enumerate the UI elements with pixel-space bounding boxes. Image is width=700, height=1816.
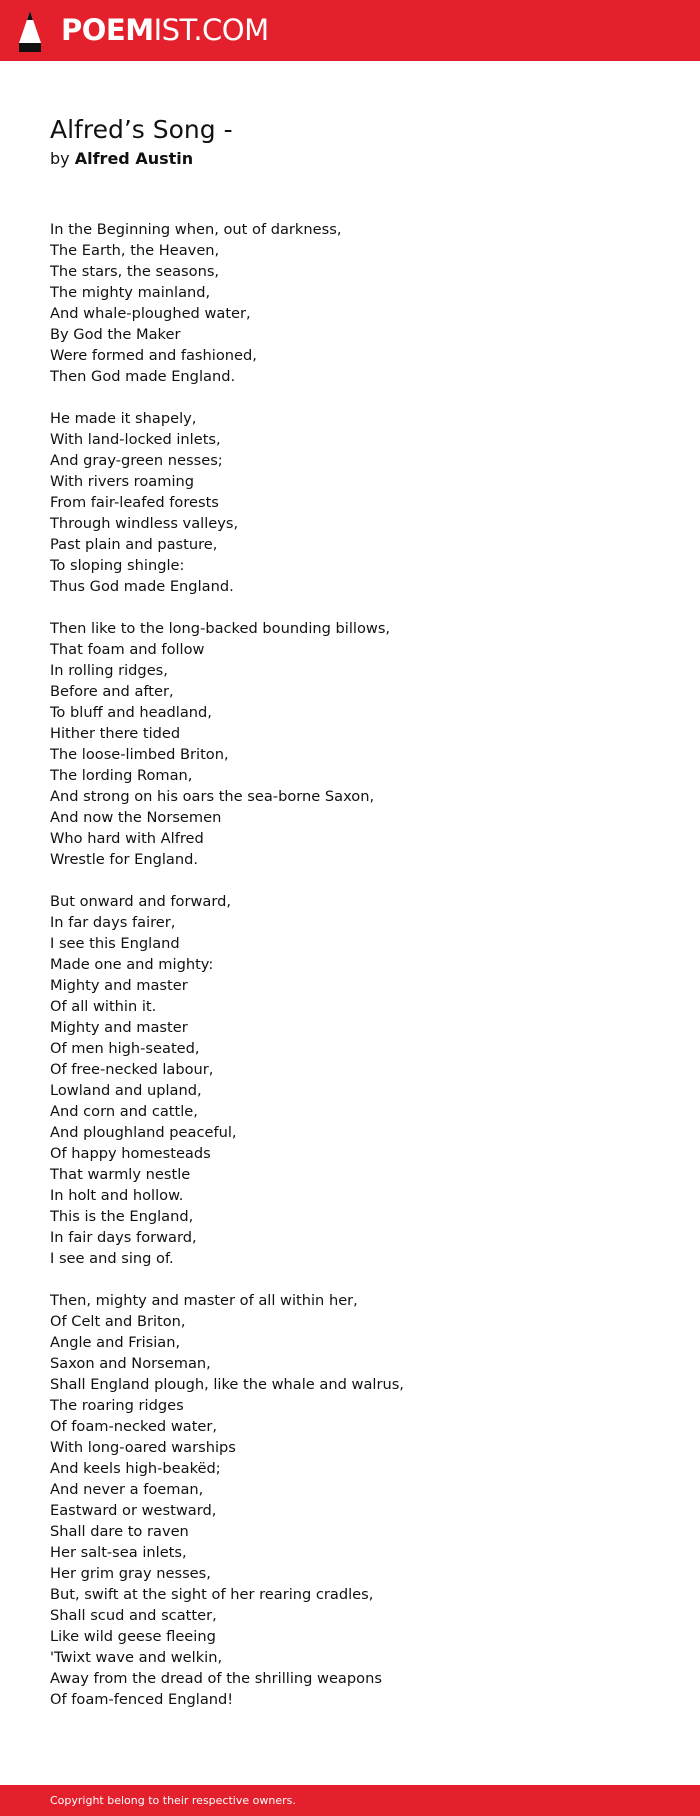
poem-line: That warmly nestle: [50, 1166, 191, 1183]
poem-line: That foam and follow: [50, 641, 205, 658]
poem-line: With land-locked inlets,: [50, 431, 221, 448]
stanza: [50, 618, 650, 870]
poem-line: Her grim gray nesses,: [50, 1565, 211, 1582]
poem-line: Through windless valleys,: [50, 515, 239, 532]
poem-line: From fair-leafed forests: [50, 494, 219, 511]
poem-line: The mighty mainland,: [50, 284, 211, 301]
poem-line: The Earth, the Heaven,: [50, 242, 220, 259]
site-header: [0, 0, 700, 61]
poem-line: In fair days forward,: [50, 1229, 197, 1246]
byline: [50, 149, 193, 169]
poem-line: Wrestle for England.: [50, 851, 199, 868]
poem-line: To bluff and headland,: [50, 704, 212, 721]
poem-line: Past plain and pasture,: [50, 536, 218, 553]
poem-line: In rolling ridges,: [50, 662, 168, 679]
poem-line: Then like to the long-backed bounding billows,: [50, 620, 391, 637]
poem-line: With long-oared warships: [50, 1439, 236, 1456]
pencil-tip-icon[interactable]: [18, 10, 42, 52]
poem-line: Then God made England.: [50, 368, 236, 385]
poem-line: I see this England: [50, 935, 180, 952]
poem-line: Of foam-fenced England!: [50, 1691, 234, 1708]
stanza: [50, 408, 650, 597]
poem-line: The loose-limbed Briton,: [50, 746, 229, 763]
logo-light-text: IST.COM: [153, 13, 269, 47]
poem-line: Like wild geese fleeing: [50, 1628, 216, 1645]
poem-line: In far days fairer,: [50, 914, 176, 931]
author-name: Alfred Austin: [74, 149, 194, 168]
poem-title: Alfred’s Song -: [50, 115, 233, 144]
poem-line: Lowland and upland,: [50, 1082, 202, 1099]
poem-line: Of free-necked labour,: [50, 1061, 214, 1078]
poem-body: [50, 219, 650, 1731]
copyright-text: Copyright belong to their respective owners.: [50, 1794, 296, 1807]
site-logo[interactable]: [61, 13, 269, 47]
poem-line: And whale-ploughed water,: [50, 305, 251, 322]
poem-line: Of happy homesteads: [50, 1145, 211, 1162]
poem-line: I see and sing of.: [50, 1250, 174, 1267]
poem-line: With rivers roaming: [50, 473, 195, 490]
poem-line: And gray-green nesses;: [50, 452, 223, 469]
stanza: [50, 219, 650, 387]
stanza: [50, 1290, 650, 1710]
logo-bold-text: POEM: [61, 13, 154, 47]
poem-line: Hither there tided: [50, 725, 181, 742]
poem-line: He made it shapely,: [50, 410, 197, 427]
poem-line: But onward and forward,: [50, 893, 232, 910]
poem-line: And strong on his oars the sea-borne Saxon,: [50, 788, 375, 805]
poem-line: Of men high-seated,: [50, 1040, 200, 1057]
poem-line: Away from the dread of the shrilling weapons: [50, 1670, 382, 1687]
poem-line: Mighty and master: [50, 1019, 188, 1036]
poem-line: In the Beginning when, out of darkness,: [50, 221, 342, 238]
poem-line: Her salt-sea inlets,: [50, 1544, 187, 1561]
poem-line: And now the Norsemen: [50, 809, 222, 826]
poem-line: 'Twixt wave and welkin,: [50, 1649, 223, 1666]
poem-line: Shall England plough, like the whale and walrus,: [50, 1376, 404, 1393]
poem-line: Who hard with Alfred: [50, 830, 204, 847]
poem-line: This is the England,: [50, 1208, 194, 1225]
poem-line: And never a foeman,: [50, 1481, 204, 1498]
poem-line: Saxon and Norseman,: [50, 1355, 211, 1372]
poem-line: And ploughland peaceful,: [50, 1124, 237, 1141]
poem-line: And corn and cattle,: [50, 1103, 198, 1120]
by-label: by: [50, 149, 70, 168]
poem-line: Of all within it.: [50, 998, 157, 1015]
stanza: [50, 891, 650, 1269]
poem-line: The lording Roman,: [50, 767, 193, 784]
poem-line: In holt and hollow.: [50, 1187, 184, 1204]
poem-line: Then, mighty and master of all within her,: [50, 1292, 358, 1309]
poem-line: The stars, the seasons,: [50, 263, 220, 280]
poem-line: By God the Maker: [50, 326, 181, 343]
poem-line: Of Celt and Briton,: [50, 1313, 186, 1330]
poem-line: Angle and Frisian,: [50, 1334, 181, 1351]
poem-line: Made one and mighty:: [50, 956, 214, 973]
poem-line: And keels high-beakëd;: [50, 1460, 221, 1477]
poem-line: Shall dare to raven: [50, 1523, 189, 1540]
poem-line: The roaring ridges: [50, 1397, 184, 1414]
poem-line: To sloping shingle:: [50, 557, 185, 574]
poem-line: Mighty and master: [50, 977, 188, 994]
poem-line: Were formed and fashioned,: [50, 347, 257, 364]
poem-line: Shall scud and scatter,: [50, 1607, 217, 1624]
site-footer: [0, 1785, 700, 1816]
poem-line: Thus God made England.: [50, 578, 234, 595]
poem-line: Of foam-necked water,: [50, 1418, 218, 1435]
poem-line: But, swift at the sight of her rearing cradles,: [50, 1586, 374, 1603]
poem-line: Before and after,: [50, 683, 174, 700]
poem-line: Eastward or westward,: [50, 1502, 217, 1519]
